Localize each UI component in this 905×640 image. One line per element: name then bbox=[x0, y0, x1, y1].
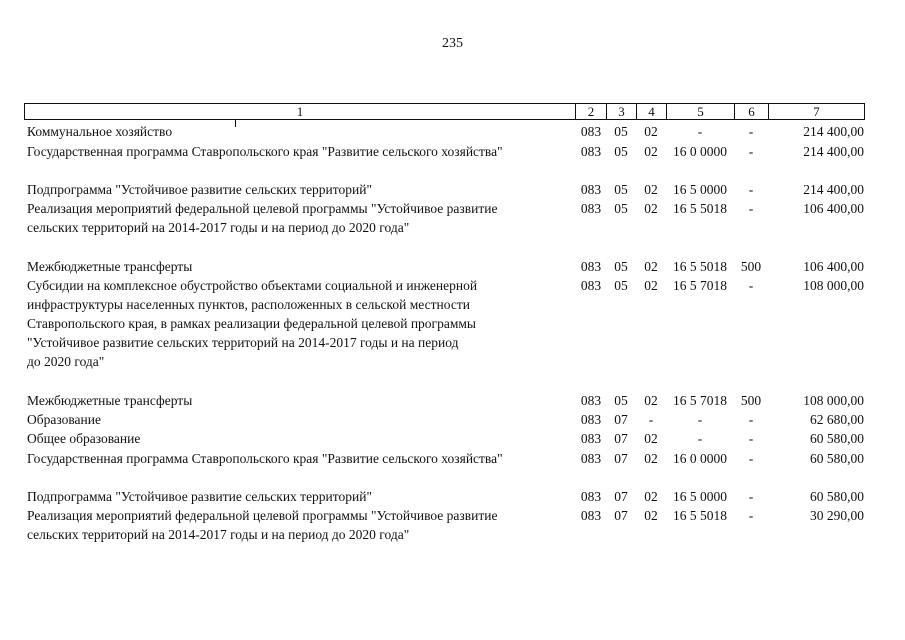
row-col-6: - bbox=[748, 201, 754, 216]
table-row-continuation bbox=[0, 352, 905, 371]
table-row bbox=[0, 449, 905, 468]
row-col-2: 083 bbox=[580, 451, 602, 466]
table-row-continuation bbox=[0, 314, 905, 333]
row-col-7: 30 290,00 bbox=[810, 508, 864, 523]
row-col-2: 083 bbox=[580, 182, 602, 197]
row-name: Коммунальное хозяйство bbox=[27, 124, 173, 139]
row-col-2: 083 bbox=[580, 489, 602, 504]
header-col-1: 1 bbox=[296, 104, 304, 119]
row-name: Ставропольского края, в рамках реализации федеральной целевой программы bbox=[27, 316, 476, 331]
row-col-6: - bbox=[748, 278, 754, 293]
row-col-3: 05 bbox=[614, 259, 628, 274]
row-name: сельских территорий на 2014-2017 годы и на период до 2020 года" bbox=[27, 220, 410, 235]
row-col-5: 16 5 0000 bbox=[673, 489, 727, 504]
row-col-4: 02 bbox=[644, 144, 658, 159]
row-col-5: 16 5 5018 bbox=[673, 201, 727, 216]
row-col-3: 07 bbox=[614, 412, 628, 427]
row-name: Государственная программа Ставропольского края "Развитие сельского хозяйства" bbox=[27, 144, 503, 159]
table-row-continuation bbox=[0, 525, 905, 544]
row-col-7: 62 680,00 bbox=[810, 412, 864, 427]
row-col-6: - bbox=[748, 144, 754, 159]
table-row bbox=[0, 142, 905, 161]
row-name: Государственная программа Ставропольского края "Развитие сельского хозяйства" bbox=[27, 451, 503, 466]
row-col-6: 500 bbox=[740, 259, 762, 274]
row-col-2: 083 bbox=[580, 259, 602, 274]
row-col-7: 108 000,00 bbox=[803, 278, 864, 293]
page-number: 235 bbox=[442, 36, 463, 51]
row-col-5: - bbox=[697, 431, 703, 446]
row-col-3: 05 bbox=[614, 124, 628, 139]
table-row bbox=[0, 391, 905, 410]
row-col-2: 083 bbox=[580, 412, 602, 427]
row-col-2: 083 bbox=[580, 201, 602, 216]
row-col-4: 02 bbox=[644, 431, 658, 446]
row-name: Подпрограмма "Устойчивое развитие сельских территорий" bbox=[27, 489, 372, 504]
row-col-3: 05 bbox=[614, 393, 628, 408]
row-col-4: 02 bbox=[644, 124, 658, 139]
row-col-5: 16 5 5018 bbox=[673, 259, 727, 274]
row-col-5: 16 5 5018 bbox=[673, 508, 727, 523]
table-row-continuation bbox=[0, 333, 905, 352]
row-col-4: 02 bbox=[644, 278, 658, 293]
header-col-4: 4 bbox=[636, 104, 666, 119]
row-name: Межбюджетные трансферты bbox=[27, 393, 193, 408]
row-col-7: 60 580,00 bbox=[810, 451, 864, 466]
row-name: сельских территорий на 2014-2017 годы и на период до 2020 года" bbox=[27, 527, 410, 542]
row-name: "Устойчивое развитие сельских территорий на 2014-2017 годы и на период bbox=[27, 335, 459, 350]
row-col-2: 083 bbox=[580, 278, 602, 293]
row-name: Межбюджетные трансферты bbox=[27, 259, 193, 274]
row-col-3: 07 bbox=[614, 508, 628, 523]
row-name: Реализация мероприятий федеральной целевой программы "Устойчивое развитие bbox=[27, 508, 498, 523]
table-row bbox=[0, 276, 905, 295]
row-col-2: 083 bbox=[580, 144, 602, 159]
row-col-7: 214 400,00 bbox=[803, 144, 864, 159]
row-col-7: 214 400,00 bbox=[803, 124, 864, 139]
row-col-4: 02 bbox=[644, 489, 658, 504]
row-col-3: 05 bbox=[614, 144, 628, 159]
row-col-7: 106 400,00 bbox=[803, 201, 864, 216]
row-col-5: 16 5 0000 bbox=[673, 182, 727, 197]
row-name: Субсидии на комплексное обустройство объектами социальной и инженерной bbox=[27, 278, 478, 293]
table-row-continuation bbox=[0, 295, 905, 314]
row-name: Подпрограмма "Устойчивое развитие сельских территорий" bbox=[27, 182, 372, 197]
row-col-4: 02 bbox=[644, 259, 658, 274]
row-col-2: 083 bbox=[580, 431, 602, 446]
row-name: Общее образование bbox=[27, 431, 141, 446]
row-col-4: 02 bbox=[644, 508, 658, 523]
row-name: Реализация мероприятий федеральной целевой программы "Устойчивое развитие bbox=[27, 201, 498, 216]
row-col-4: 02 bbox=[644, 451, 658, 466]
row-col-4: - bbox=[648, 412, 654, 427]
table-header bbox=[24, 103, 865, 120]
row-col-2: 083 bbox=[580, 393, 602, 408]
table-row bbox=[0, 199, 905, 218]
table-row bbox=[0, 506, 905, 525]
header-col-6: 6 bbox=[734, 104, 768, 119]
table-row bbox=[0, 257, 905, 276]
table-row bbox=[0, 180, 905, 199]
row-col-6: - bbox=[748, 451, 754, 466]
row-col-7: 214 400,00 bbox=[803, 182, 864, 197]
row-col-6: - bbox=[748, 431, 754, 446]
row-col-7: 106 400,00 bbox=[803, 259, 864, 274]
row-col-3: 05 bbox=[614, 201, 628, 216]
header-col-7: 7 bbox=[768, 104, 864, 119]
header-col-2: 2 bbox=[575, 104, 606, 119]
row-col-3: 07 bbox=[614, 451, 628, 466]
header-col-5: 5 bbox=[666, 104, 734, 119]
table-row bbox=[0, 122, 905, 141]
row-col-3: 05 bbox=[614, 278, 628, 293]
row-col-5: - bbox=[697, 124, 703, 139]
table-row bbox=[0, 410, 905, 429]
row-col-2: 083 bbox=[580, 124, 602, 139]
table-row bbox=[0, 487, 905, 506]
row-name: Образование bbox=[27, 412, 101, 427]
table-row-continuation bbox=[0, 218, 905, 237]
row-col-6: 500 bbox=[740, 393, 762, 408]
row-col-5: - bbox=[697, 412, 703, 427]
row-col-4: 02 bbox=[644, 182, 658, 197]
row-col-5: 16 0 0000 bbox=[673, 144, 727, 159]
row-col-5: 16 0 0000 bbox=[673, 451, 727, 466]
row-col-4: 02 bbox=[644, 201, 658, 216]
row-col-7: 60 580,00 bbox=[810, 431, 864, 446]
row-name: инфраструктуры населенных пунктов, расположенных в сельской местности bbox=[27, 297, 470, 312]
header-col-3: 3 bbox=[606, 104, 636, 119]
row-col-5: 16 5 7018 bbox=[673, 393, 727, 408]
row-col-6: - bbox=[748, 489, 754, 504]
row-col-6: - bbox=[748, 182, 754, 197]
row-col-7: 108 000,00 bbox=[803, 393, 864, 408]
table-row bbox=[0, 429, 905, 448]
row-col-7: 60 580,00 bbox=[810, 489, 864, 504]
row-col-2: 083 bbox=[580, 508, 602, 523]
row-col-5: 16 5 7018 bbox=[673, 278, 727, 293]
row-col-6: - bbox=[748, 508, 754, 523]
row-col-4: 02 bbox=[644, 393, 658, 408]
row-col-6: - bbox=[748, 412, 754, 427]
row-col-3: 07 bbox=[614, 489, 628, 504]
row-col-6: - bbox=[748, 124, 754, 139]
row-col-3: 05 bbox=[614, 182, 628, 197]
row-name: до 2020 года" bbox=[27, 354, 105, 369]
row-col-3: 07 bbox=[614, 431, 628, 446]
